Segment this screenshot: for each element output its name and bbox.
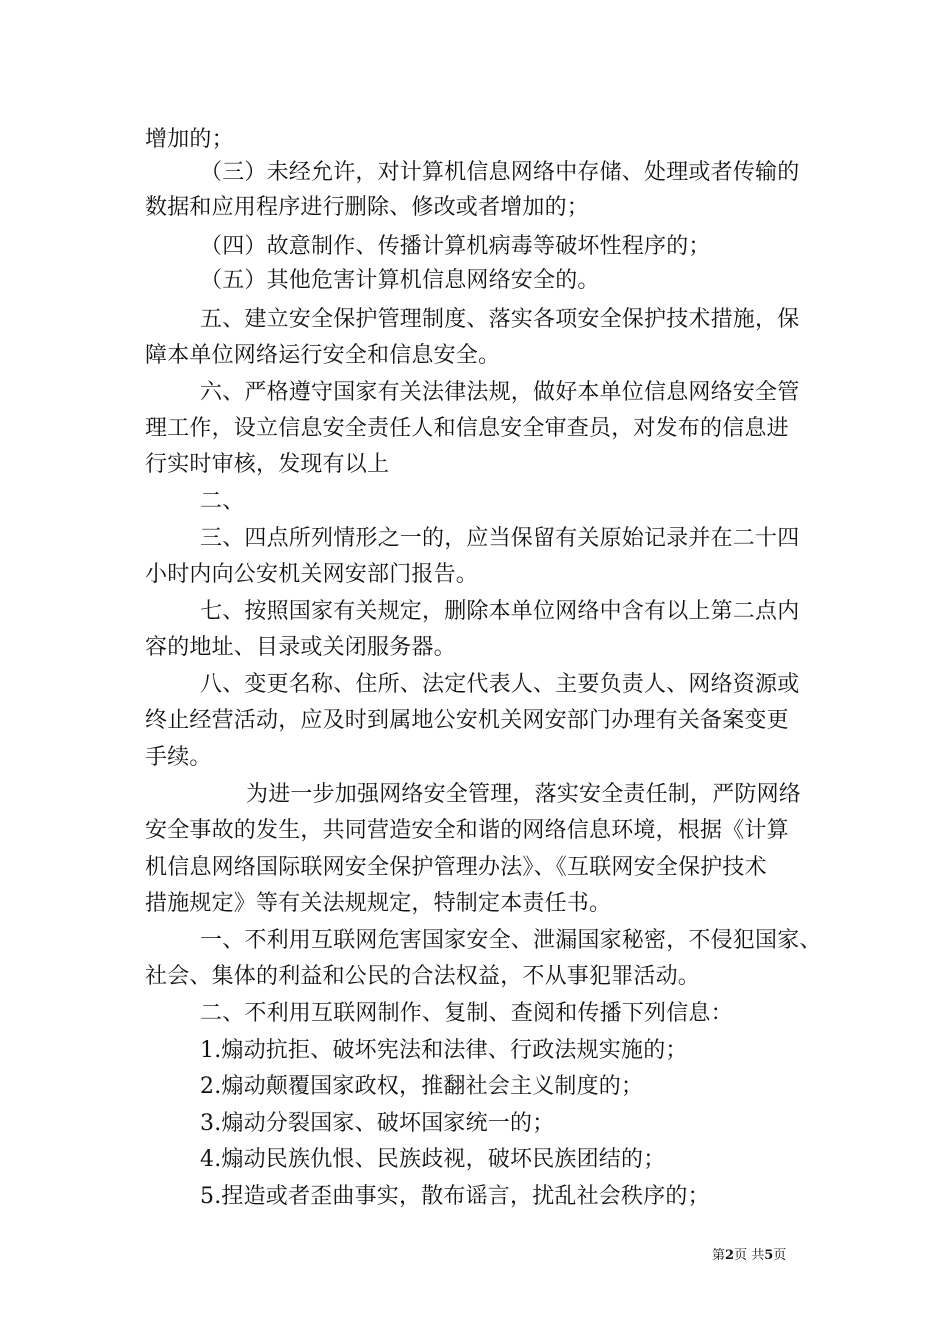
text-line: 七、按照国家有关规定，删除本单位网络中含有以上第二点内 xyxy=(200,599,800,624)
text-line: 二、 xyxy=(200,489,245,514)
text-line: 数据和应用程序进行删除、修改或者增加的； xyxy=(145,195,590,220)
text-line: 3.煽动分裂国家、破坏国家统一的； xyxy=(200,1111,555,1136)
text-line: 行实时审核，发现有以上 xyxy=(145,452,390,477)
text-line: 为进一步加强网络安全管理，落实安全责任制，严防网络 xyxy=(246,782,802,807)
footer-suffix: 页 xyxy=(773,1248,787,1263)
text-line: 三、四点所列情形之一的，应当保留有关原始记录并在二十四 xyxy=(200,526,800,551)
text-line: 终止经营活动，应及时到属地公安机关网安部门办理有关备案变更 xyxy=(145,708,789,733)
text-line: （五）其他危害计算机信息网络安全的。 xyxy=(200,268,600,293)
footer-prefix: 第 xyxy=(712,1248,726,1263)
text-line: （三）未经允许，对计算机信息网络中存储、处理或者传输的 xyxy=(200,160,800,185)
footer-current-page: 2 xyxy=(725,1248,735,1263)
page-number-footer xyxy=(712,1248,786,1264)
text-line: 五、建立安全保护管理制度、落实各项安全保护技术措施，保 xyxy=(200,307,800,332)
text-line: （四）故意制作、传播计算机病毒等破坏性程序的； xyxy=(200,234,711,259)
text-line: 八、变更名称、住所、法定代表人、主要负责人、网络资源或 xyxy=(200,672,800,697)
text-line: 安全事故的发生，共同营造安全和谐的网络信息环境，根据《计算 xyxy=(145,818,789,843)
text-line: 机信息网络国际联网安全保护管理办法》、《互联网安全保护技术 xyxy=(145,855,767,880)
footer-total-pages: 5 xyxy=(764,1248,774,1263)
text-line: 障本单位网络运行安全和信息安全。 xyxy=(145,343,501,368)
text-line: 增加的； xyxy=(145,127,234,152)
text-line: 一、不利用互联网危害国家安全、泄漏国家秘密，不侵犯国家、 xyxy=(200,928,822,953)
text-line: 社会、集体的利益和公民的合法权益，不从事犯罪活动。 xyxy=(145,964,701,989)
text-line: 5.捏造或者歪曲事实，散布谣言，扰乱社会秩序的； xyxy=(200,1184,710,1209)
text-line: 措施规定》等有关法规规定，特制定本责任书。 xyxy=(145,891,612,916)
footer-middle: 页 共 xyxy=(734,1248,765,1263)
text-line: 1.煽动抗拒、破坏宪法和法律、行政法规实施的； xyxy=(200,1038,688,1063)
text-line: 理工作，设立信息安全责任人和信息安全审查员，对发布的信息进 xyxy=(145,416,789,441)
text-line: 小时内向公安机关网安部门报告。 xyxy=(145,562,479,587)
text-line: 2.煽动颠覆国家政权，推翻社会主义制度的； xyxy=(200,1074,644,1099)
text-line: 六、严格遵守国家有关法律法规，做好本单位信息网络安全管 xyxy=(200,380,800,405)
text-line: 4.煽动民族仇恨、民族歧视，破坏民族团结的； xyxy=(200,1147,666,1172)
text-line: 容的地址、目录或关闭服务器。 xyxy=(145,635,456,660)
text-line: 手续。 xyxy=(145,745,212,770)
text-line: 二、不利用互联网制作、复制、查阅和传播下列信息： xyxy=(200,1001,733,1026)
